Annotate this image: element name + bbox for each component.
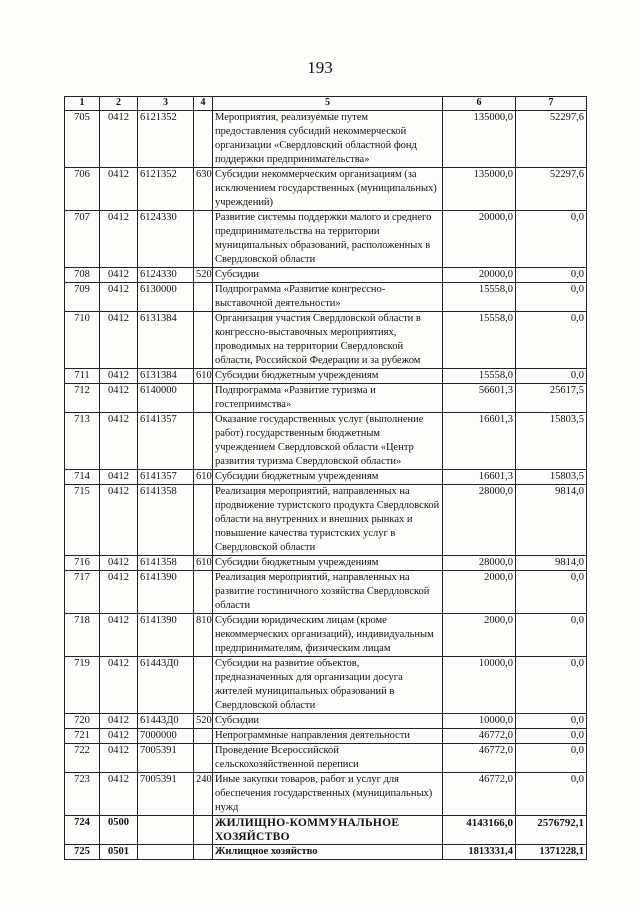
row-number: 721 <box>65 729 100 744</box>
row-number: 715 <box>65 485 100 556</box>
expense-type <box>194 845 213 860</box>
amount-col-6: 15558,0 <box>443 312 516 369</box>
table-header-row <box>65 97 587 111</box>
section-code: 0500 <box>100 816 138 845</box>
amount-col-7: 0,0 <box>516 657 587 714</box>
header-col-2: 2 <box>100 97 138 111</box>
row-number: 711 <box>65 369 100 384</box>
item-name: Субсидии на развитие объектов, предназначенных для организации досуга жителей муниципальных образований в Свердловской области <box>213 657 443 714</box>
item-name: Иные закупки товаров, работ и услуг для обеспечения государственных (муниципальных) нужд <box>213 773 443 816</box>
row-number: 713 <box>65 413 100 470</box>
expense-type: 610 <box>194 369 213 384</box>
amount-col-7: 9814,0 <box>516 556 587 571</box>
section-code: 0412 <box>100 773 138 816</box>
target-code: 61443Д0 <box>138 714 194 729</box>
amount-col-6: 4143166,0 <box>443 816 516 845</box>
expense-type: 520 <box>194 714 213 729</box>
row-number: 718 <box>65 614 100 657</box>
expense-type <box>194 283 213 312</box>
amount-col-6: 46772,0 <box>443 773 516 816</box>
row-number: 712 <box>65 384 100 413</box>
amount-col-7: 25617,5 <box>516 384 587 413</box>
section-code: 0412 <box>100 413 138 470</box>
target-code: 6141357 <box>138 413 194 470</box>
row-number: 714 <box>65 470 100 485</box>
row-number: 710 <box>65 312 100 369</box>
section-code: 0412 <box>100 614 138 657</box>
amount-col-7: 0,0 <box>516 312 587 369</box>
row-number: 706 <box>65 168 100 211</box>
amount-col-6: 20000,0 <box>443 268 516 283</box>
amount-col-7: 0,0 <box>516 744 587 773</box>
expense-type: 630 <box>194 168 213 211</box>
amount-col-6: 135000,0 <box>443 168 516 211</box>
item-name: Проведение Всероссийской сельскохозяйственной переписи <box>213 744 443 773</box>
item-name: Развитие системы поддержки малого и среднего предпринимательства на территории муниципальных образований, расположенных в Свердловской области <box>213 211 443 268</box>
target-code: 6131384 <box>138 369 194 384</box>
amount-col-7: 0,0 <box>516 211 587 268</box>
amount-col-7: 0,0 <box>516 729 587 744</box>
expense-type <box>194 312 213 369</box>
section-code: 0412 <box>100 657 138 714</box>
item-name: Оказание государственных услуг (выполнение работ) государственным бюджетным учреждением Свердловской области «Центр развития туризма Свердловской области» <box>213 413 443 470</box>
item-name: ЖИЛИЩНО-КОММУНАЛЬНОЕ ХОЗЯЙСТВО <box>213 816 443 845</box>
table-row <box>65 556 587 571</box>
expense-type: 610 <box>194 556 213 571</box>
item-name: Жилищное хозяйство <box>213 845 443 860</box>
table-row <box>65 714 587 729</box>
header-col-5: 5 <box>213 97 443 111</box>
target-code: 6141357 <box>138 470 194 485</box>
target-code: 6124330 <box>138 211 194 268</box>
table-row <box>65 773 587 816</box>
expense-type: 810 <box>194 614 213 657</box>
table-row <box>65 413 587 470</box>
target-code: 6141358 <box>138 485 194 556</box>
section-code: 0412 <box>100 556 138 571</box>
table-row <box>65 384 587 413</box>
target-code <box>138 816 194 845</box>
target-code: 7005391 <box>138 744 194 773</box>
expense-type: 240 <box>194 773 213 816</box>
table-row <box>65 816 587 845</box>
section-code: 0412 <box>100 384 138 413</box>
table-row <box>65 268 587 283</box>
row-number: 724 <box>65 816 100 845</box>
section-code: 0412 <box>100 312 138 369</box>
expense-type <box>194 744 213 773</box>
section-code: 0412 <box>100 571 138 614</box>
item-name: Субсидии <box>213 714 443 729</box>
amount-col-7: 15803,5 <box>516 470 587 485</box>
amount-col-6: 2000,0 <box>443 614 516 657</box>
header-col-6: 6 <box>443 97 516 111</box>
amount-col-7: 0,0 <box>516 614 587 657</box>
amount-col-7: 0,0 <box>516 773 587 816</box>
expense-type <box>194 111 213 168</box>
amount-col-6: 1813331,4 <box>443 845 516 860</box>
table-row <box>65 111 587 168</box>
amount-col-6: 56601,3 <box>443 384 516 413</box>
section-code: 0412 <box>100 268 138 283</box>
table-row <box>65 657 587 714</box>
target-code: 6130000 <box>138 283 194 312</box>
table-row <box>65 614 587 657</box>
amount-col-7: 1371228,1 <box>516 845 587 860</box>
amount-col-6: 20000,0 <box>443 211 516 268</box>
section-code: 0412 <box>100 369 138 384</box>
item-name: Субсидии некоммерческим организациям (за исключением государственных (муниципальных) учреждений) <box>213 168 443 211</box>
section-code: 0412 <box>100 211 138 268</box>
target-code <box>138 845 194 860</box>
row-number: 709 <box>65 283 100 312</box>
item-name: Субсидии бюджетным учреждениям <box>213 556 443 571</box>
expense-type <box>194 485 213 556</box>
section-code: 0412 <box>100 111 138 168</box>
amount-col-6: 46772,0 <box>443 729 516 744</box>
amount-col-7: 0,0 <box>516 268 587 283</box>
amount-col-7: 2576792,1 <box>516 816 587 845</box>
row-number: 707 <box>65 211 100 268</box>
target-code: 6141358 <box>138 556 194 571</box>
amount-col-6: 135000,0 <box>443 111 516 168</box>
amount-col-6: 28000,0 <box>443 556 516 571</box>
expense-type: 610 <box>194 470 213 485</box>
amount-col-7: 9814,0 <box>516 485 587 556</box>
row-number: 708 <box>65 268 100 283</box>
item-name: Организация участия Свердловской области в конгрессно-выставочных мероприятиях, проводимых на территории Свердловской области, Российской Федерации и за рубежом <box>213 312 443 369</box>
item-name: Реализация мероприятий, направленных на продвижение туристского продукта Свердловской области на внутренних и внешних рынках и повышение качества туристских услуг в Свердловской области <box>213 485 443 556</box>
target-code: 6141390 <box>138 614 194 657</box>
row-number: 722 <box>65 744 100 773</box>
amount-col-7: 15803,5 <box>516 413 587 470</box>
amount-col-6: 10000,0 <box>443 657 516 714</box>
item-name: Подпрограмма «Развитие туризма и гостеприимства» <box>213 384 443 413</box>
budget-table <box>64 96 587 860</box>
row-number: 720 <box>65 714 100 729</box>
amount-col-6: 16601,3 <box>443 413 516 470</box>
item-name: Непрограммные направления деятельности <box>213 729 443 744</box>
amount-col-6: 10000,0 <box>443 714 516 729</box>
section-code: 0412 <box>100 470 138 485</box>
target-code: 6124330 <box>138 268 194 283</box>
amount-col-7: 0,0 <box>516 714 587 729</box>
expense-type <box>194 211 213 268</box>
section-code: 0412 <box>100 744 138 773</box>
section-code: 0412 <box>100 168 138 211</box>
amount-col-7: 0,0 <box>516 571 587 614</box>
row-number: 717 <box>65 571 100 614</box>
item-name: Реализация мероприятий, направленных на развитие гостиничного хозяйства Свердловской области <box>213 571 443 614</box>
target-code: 6121352 <box>138 168 194 211</box>
row-number: 723 <box>65 773 100 816</box>
target-code: 7000000 <box>138 729 194 744</box>
item-name: Подпрограмма «Развитие конгрессно-выставочной деятельности» <box>213 283 443 312</box>
target-code: 6141390 <box>138 571 194 614</box>
expense-type <box>194 729 213 744</box>
header-col-3: 3 <box>138 97 194 111</box>
target-code: 6131384 <box>138 312 194 369</box>
section-code: 0412 <box>100 485 138 556</box>
table-row <box>65 369 587 384</box>
table-row <box>65 283 587 312</box>
table-row <box>65 571 587 614</box>
item-name: Мероприятия, реализуемые путем предоставления субсидий некоммерческой организации «Свердловский областной фонд поддержки предпринимательства» <box>213 111 443 168</box>
row-number: 705 <box>65 111 100 168</box>
amount-col-6: 15558,0 <box>443 369 516 384</box>
row-number: 725 <box>65 845 100 860</box>
amount-col-6: 16601,3 <box>443 470 516 485</box>
item-name: Субсидии бюджетным учреждениям <box>213 470 443 485</box>
amount-col-6: 28000,0 <box>443 485 516 556</box>
amount-col-7: 52297,6 <box>516 168 587 211</box>
target-code: 61443Д0 <box>138 657 194 714</box>
item-name: Субсидии <box>213 268 443 283</box>
amount-col-7: 0,0 <box>516 369 587 384</box>
table-row <box>65 729 587 744</box>
header-col-4: 4 <box>194 97 213 111</box>
expense-type <box>194 816 213 845</box>
expense-type <box>194 657 213 714</box>
table-row <box>65 845 587 860</box>
expense-type: 520 <box>194 268 213 283</box>
table-row <box>65 168 587 211</box>
amount-col-6: 46772,0 <box>443 744 516 773</box>
header-col-1: 1 <box>65 97 100 111</box>
table-row <box>65 312 587 369</box>
section-code: 0412 <box>100 714 138 729</box>
item-name: Субсидии бюджетным учреждениям <box>213 369 443 384</box>
header-col-7: 7 <box>516 97 587 111</box>
section-code: 0412 <box>100 729 138 744</box>
amount-col-6: 2000,0 <box>443 571 516 614</box>
table-row <box>65 744 587 773</box>
table-row <box>65 485 587 556</box>
section-code: 0501 <box>100 845 138 860</box>
target-code: 6140000 <box>138 384 194 413</box>
item-name: Субсидии юридическим лицам (кроме некоммерческих организаций), индивидуальным предпринимателям, физическим лицам <box>213 614 443 657</box>
expense-type <box>194 384 213 413</box>
row-number: 716 <box>65 556 100 571</box>
amount-col-6: 15558,0 <box>443 283 516 312</box>
target-code: 6121352 <box>138 111 194 168</box>
table-row <box>65 211 587 268</box>
target-code: 7005391 <box>138 773 194 816</box>
amount-col-7: 52297,6 <box>516 111 587 168</box>
amount-col-7: 0,0 <box>516 283 587 312</box>
table-row <box>65 470 587 485</box>
expense-type <box>194 571 213 614</box>
page-number: 193 <box>307 58 333 77</box>
expense-type <box>194 413 213 470</box>
row-number: 719 <box>65 657 100 714</box>
section-code: 0412 <box>100 283 138 312</box>
